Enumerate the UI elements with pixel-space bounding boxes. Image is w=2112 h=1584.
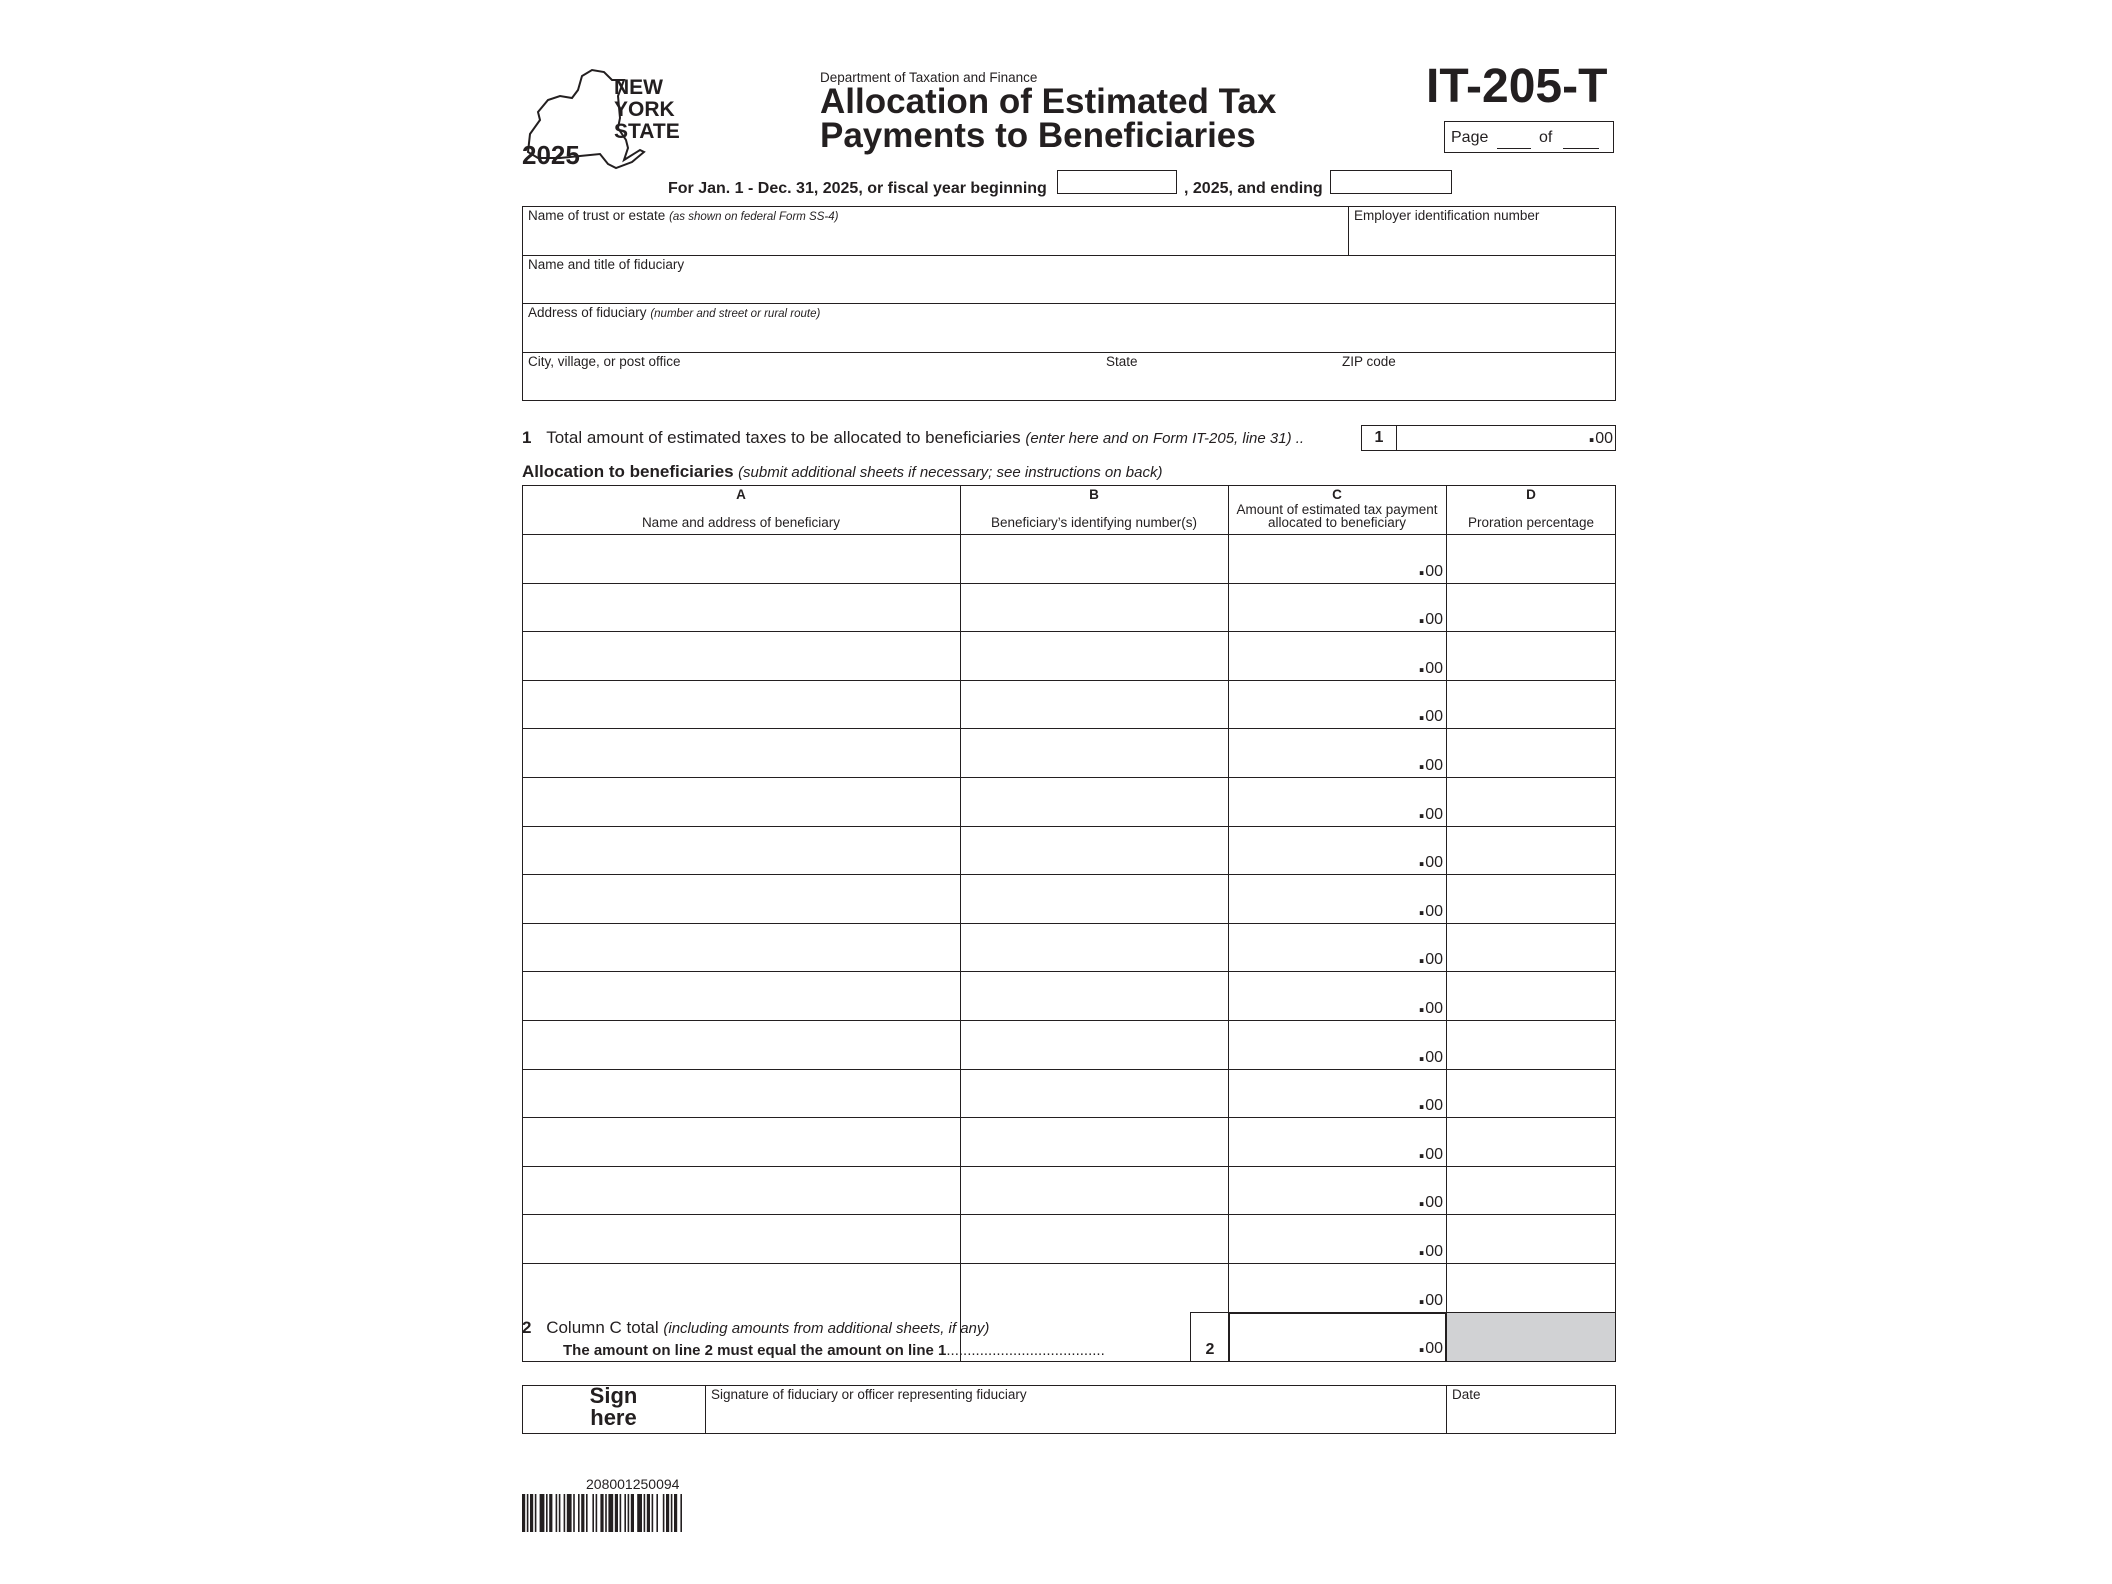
ein-field[interactable] <box>1354 228 1608 252</box>
decimal-point: . <box>1418 745 1426 775</box>
line1-note: (enter here and on Form IT-205, line 31) .. <box>1025 430 1305 447</box>
state-label: State <box>1106 354 1138 369</box>
address-label-text: Address of fiduciary <box>528 305 647 320</box>
proration-percentage-field[interactable] <box>1452 637 1610 672</box>
beneficiary-id-field[interactable] <box>966 1172 1222 1207</box>
beneficiary-id-field[interactable] <box>966 929 1222 964</box>
row-cents <box>1418 647 1444 678</box>
proration-percentage-field[interactable] <box>1452 783 1610 818</box>
decimal-point: . <box>1418 890 1426 921</box>
address-field[interactable] <box>528 325 1608 349</box>
beneficiary-id-field[interactable] <box>966 589 1222 624</box>
cents-value: 00 <box>1425 1291 1444 1309</box>
beneficiary-name-address-field[interactable] <box>528 589 954 624</box>
beneficiary-id-field[interactable] <box>966 637 1222 672</box>
cents-value: 00 <box>1425 659 1444 677</box>
trust-name-label <box>528 208 838 223</box>
column-b-header: Beneficiary’s identifying number(s) <box>990 515 1198 530</box>
proration-percentage-field[interactable] <box>1452 589 1610 624</box>
proration-percentage-field[interactable] <box>1452 734 1610 769</box>
cents-value: 00 <box>1425 611 1444 629</box>
line2-bold-text: The amount on line 2 must equal the amount on line 1 <box>563 1342 947 1359</box>
barcode-icon <box>522 1494 762 1532</box>
fiscal-year-ending-field[interactable] <box>1330 170 1452 194</box>
line1-text: Total amount of estimated taxes to be allocated to beneficiaries <box>546 428 1021 447</box>
allocated-amount-field[interactable] <box>1234 1220 1416 1255</box>
line1-amount-field[interactable] <box>1402 428 1586 448</box>
city-label: City, village, or post office <box>528 354 681 369</box>
line2-shaded-cell <box>1446 1312 1616 1362</box>
proration-percentage-field[interactable] <box>1452 977 1610 1012</box>
beneficiary-name-address-field[interactable] <box>528 977 954 1012</box>
beneficiary-id-field[interactable] <box>966 783 1222 818</box>
decimal-point: . <box>1418 1279 1426 1310</box>
beneficiary-name-address-field[interactable] <box>528 1123 954 1158</box>
allocation-heading <box>522 462 1162 482</box>
column-a-letter: A <box>736 487 746 502</box>
decimal-point: . <box>1588 418 1596 448</box>
form-title-line2: Payments to Beneficiaries <box>820 116 1256 155</box>
form-number: IT-205-T <box>1426 60 1608 113</box>
beneficiary-name-address-field[interactable] <box>528 540 954 575</box>
column-c-letter: C <box>1332 487 1342 502</box>
beneficiary-id-field[interactable] <box>966 1123 1222 1158</box>
decimal-point: . <box>1418 599 1426 630</box>
row-cents <box>1418 1279 1444 1310</box>
allocated-amount-field[interactable] <box>1234 1123 1416 1158</box>
signature-field[interactable] <box>711 1406 1437 1430</box>
beneficiary-id-field[interactable] <box>966 832 1222 867</box>
cents-value: 00 <box>1595 430 1614 447</box>
decimal-point: . <box>1418 988 1426 1018</box>
row-cents <box>1418 1182 1444 1213</box>
proration-percentage-field[interactable] <box>1452 1075 1610 1110</box>
line2-number: 2 <box>522 1318 532 1337</box>
proration-percentage-field[interactable] <box>1452 929 1610 964</box>
line2-row <box>522 1318 989 1338</box>
decimal-point: . <box>1418 1133 1426 1164</box>
cents-value: 00 <box>1425 1340 1444 1357</box>
cents-value: 00 <box>1425 562 1444 580</box>
column-d-letter: D <box>1526 487 1536 502</box>
beneficiary-name-address-field[interactable] <box>528 686 954 721</box>
logo-state: STATE <box>614 120 680 143</box>
allocated-amount-field[interactable] <box>1234 1269 1416 1304</box>
beneficiary-name-address-field[interactable] <box>528 1269 954 1304</box>
row-cents <box>1418 696 1444 727</box>
beneficiary-name-address-field[interactable] <box>528 832 954 867</box>
decimal-point: . <box>1418 793 1426 824</box>
sign-word: Sign <box>589 1383 638 1408</box>
line2-instruction <box>563 1342 1105 1359</box>
proration-percentage-field[interactable] <box>1452 880 1610 915</box>
beneficiary-name-address-field[interactable] <box>528 1075 954 1110</box>
allocated-amount-field[interactable] <box>1234 540 1416 575</box>
department-name: Department of Taxation and Finance <box>820 70 1038 85</box>
row-cents <box>1418 550 1444 581</box>
address-label <box>528 305 820 320</box>
decimal-point: . <box>1418 842 1426 873</box>
decimal-point: . <box>1418 1231 1426 1261</box>
decimal-point: . <box>1418 1085 1426 1116</box>
line1-box-number: 1 <box>1374 429 1384 446</box>
decimal-point: . <box>1418 1328 1426 1358</box>
signature-label: Signature of fiduciary or officer representing fiduciary <box>711 1387 1027 1402</box>
of-label: of <box>1539 129 1553 146</box>
date-field[interactable] <box>1452 1406 1608 1430</box>
zip-label: ZIP code <box>1342 354 1396 369</box>
allocated-amount-field[interactable] <box>1234 1075 1416 1110</box>
allocated-amount-field[interactable] <box>1234 1172 1416 1207</box>
row-cents <box>1418 793 1444 824</box>
proration-percentage-field[interactable] <box>1452 1026 1610 1061</box>
cents-value: 00 <box>1425 708 1444 726</box>
allocated-amount-field[interactable] <box>1234 734 1416 769</box>
logo-york: YORK <box>614 98 675 121</box>
page-label: Page <box>1451 129 1489 146</box>
row-cents <box>1418 842 1444 873</box>
row-cents <box>1418 1133 1444 1164</box>
decimal-point: . <box>1418 696 1426 727</box>
beneficiary-id-field[interactable] <box>966 977 1222 1012</box>
barcode-number: 208001250094 <box>586 1476 680 1492</box>
beneficiary-id-field[interactable] <box>966 1026 1222 1061</box>
beneficiary-id-field[interactable] <box>966 880 1222 915</box>
decimal-point: . <box>1418 1182 1426 1213</box>
line2-box-number: 2 <box>1205 1341 1215 1358</box>
beneficiary-name-address-field[interactable] <box>528 1172 954 1207</box>
ein-label: Employer identification number <box>1354 208 1540 223</box>
row-cents <box>1418 599 1444 630</box>
allocated-amount-field[interactable] <box>1234 929 1416 964</box>
proration-percentage-field[interactable] <box>1452 832 1610 867</box>
beneficiary-name-address-field[interactable] <box>528 734 954 769</box>
cents-value: 00 <box>1425 1048 1444 1066</box>
line1-number-box <box>1361 425 1397 451</box>
beneficiary-id-field[interactable] <box>966 734 1222 769</box>
allocated-amount-field[interactable] <box>1234 637 1416 672</box>
total-pages-field[interactable] <box>1563 126 1599 149</box>
beneficiary-id-field[interactable] <box>966 686 1222 721</box>
page-of-box <box>1444 121 1614 153</box>
address-note: (number and street or rural route) <box>650 308 821 320</box>
beneficiary-name-address-field[interactable] <box>528 1220 954 1255</box>
row-cents <box>1418 1036 1444 1067</box>
logo-new: NEW <box>614 76 663 99</box>
column-c-header-line2: allocated to beneficiary <box>1267 515 1407 530</box>
trust-name-label-text: Name of trust or estate <box>528 208 666 223</box>
cents-value: 00 <box>1425 805 1444 823</box>
nys-logo <box>520 68 690 172</box>
line1-row <box>522 428 1304 448</box>
trust-name-field[interactable] <box>528 228 1338 252</box>
fiduciary-field[interactable] <box>528 277 1608 301</box>
decimal-point: . <box>1418 939 1426 970</box>
beneficiary-id-field[interactable] <box>966 1075 1222 1110</box>
here-word: here <box>590 1405 637 1430</box>
line2-text: Column C total <box>546 1318 659 1337</box>
line2-number-box <box>1190 1312 1230 1362</box>
allocated-amount-field[interactable] <box>1234 977 1416 1012</box>
row-cents <box>1418 745 1444 775</box>
cents-value: 00 <box>1425 902 1444 920</box>
line1-number: 1 <box>522 428 532 447</box>
allocated-amount-field[interactable] <box>1234 686 1416 721</box>
row-cents <box>1418 988 1444 1018</box>
proration-percentage-field[interactable] <box>1452 686 1610 721</box>
proration-percentage-field[interactable] <box>1452 540 1610 575</box>
column-c-header-line1: Amount of estimated tax payment <box>1236 502 1438 517</box>
column-a-header: Name and address of beneficiary <box>641 515 841 530</box>
proration-percentage-field[interactable] <box>1452 1123 1610 1158</box>
beneficiary-name-address-field[interactable] <box>528 783 954 818</box>
column-d-header: Proration percentage <box>1467 515 1595 530</box>
city-field[interactable] <box>528 374 1088 398</box>
proration-percentage-field[interactable] <box>1452 1172 1610 1207</box>
allocated-amount-field[interactable] <box>1234 880 1416 915</box>
beneficiary-name-address-field[interactable] <box>528 1026 954 1061</box>
beneficiary-name-address-field[interactable] <box>528 929 954 964</box>
decimal-point: . <box>1418 1036 1426 1067</box>
allocation-title: Allocation to beneficiaries <box>522 462 734 481</box>
line2-cents <box>1418 1328 1444 1358</box>
state-field[interactable] <box>1106 374 1326 398</box>
beneficiary-id-field[interactable] <box>966 540 1222 575</box>
zip-field[interactable] <box>1342 374 1608 398</box>
beneficiary-name-address-field[interactable] <box>528 880 954 915</box>
column-b-letter: B <box>1089 487 1099 502</box>
cents-value: 00 <box>1425 854 1444 872</box>
line2-dots: ...................................... <box>946 1342 1105 1359</box>
allocation-note: (submit additional sheets if necessary; see instructions on back) <box>738 464 1163 481</box>
fiscal-year-middle: , 2025, and ending <box>1184 180 1323 197</box>
row-cents <box>1418 890 1444 921</box>
line2-note: (including amounts from additional sheets, if any) <box>663 1320 990 1337</box>
beneficiary-id-field[interactable] <box>966 1220 1222 1255</box>
allocated-amount-field[interactable] <box>1234 783 1416 818</box>
decimal-point: . <box>1418 647 1426 678</box>
decimal-point: . <box>1418 550 1426 581</box>
cents-value: 00 <box>1425 1097 1444 1115</box>
date-label: Date <box>1452 1387 1481 1402</box>
allocated-amount-field[interactable] <box>1234 832 1416 867</box>
allocated-amount-field[interactable] <box>1234 589 1416 624</box>
form-title-line1: Allocation of Estimated Tax <box>820 82 1277 121</box>
row-cents <box>1418 939 1444 970</box>
row-cents <box>1418 1085 1444 1116</box>
fiscal-year-beginning-field[interactable] <box>1057 170 1177 194</box>
cents-value: 00 <box>1425 951 1444 969</box>
cents-value: 00 <box>1425 1243 1444 1260</box>
trust-name-note: (as shown on federal Form SS-4) <box>669 211 839 223</box>
beneficiary-id-field[interactable] <box>966 1269 1222 1304</box>
proration-percentage-field[interactable] <box>1452 1220 1610 1255</box>
logo-year: 2025 <box>522 140 580 170</box>
beneficiary-name-address-field[interactable] <box>528 637 954 672</box>
page-number-field[interactable] <box>1497 126 1531 149</box>
cents-value: 00 <box>1425 1000 1444 1017</box>
proration-percentage-field[interactable] <box>1452 1269 1610 1304</box>
line1-cents <box>1588 418 1614 448</box>
line2-amount-field[interactable] <box>1234 1334 1414 1356</box>
cents-value: 00 <box>1425 1145 1444 1163</box>
fiscal-year-prefix: For Jan. 1 - Dec. 31, 2025, or fiscal year beginning <box>668 180 1047 197</box>
cents-value: 00 <box>1425 757 1444 774</box>
fiduciary-label: Name and title of fiduciary <box>528 257 685 272</box>
allocated-amount-field[interactable] <box>1234 1026 1416 1061</box>
cents-value: 00 <box>1425 1194 1444 1212</box>
row-cents <box>1418 1231 1444 1261</box>
